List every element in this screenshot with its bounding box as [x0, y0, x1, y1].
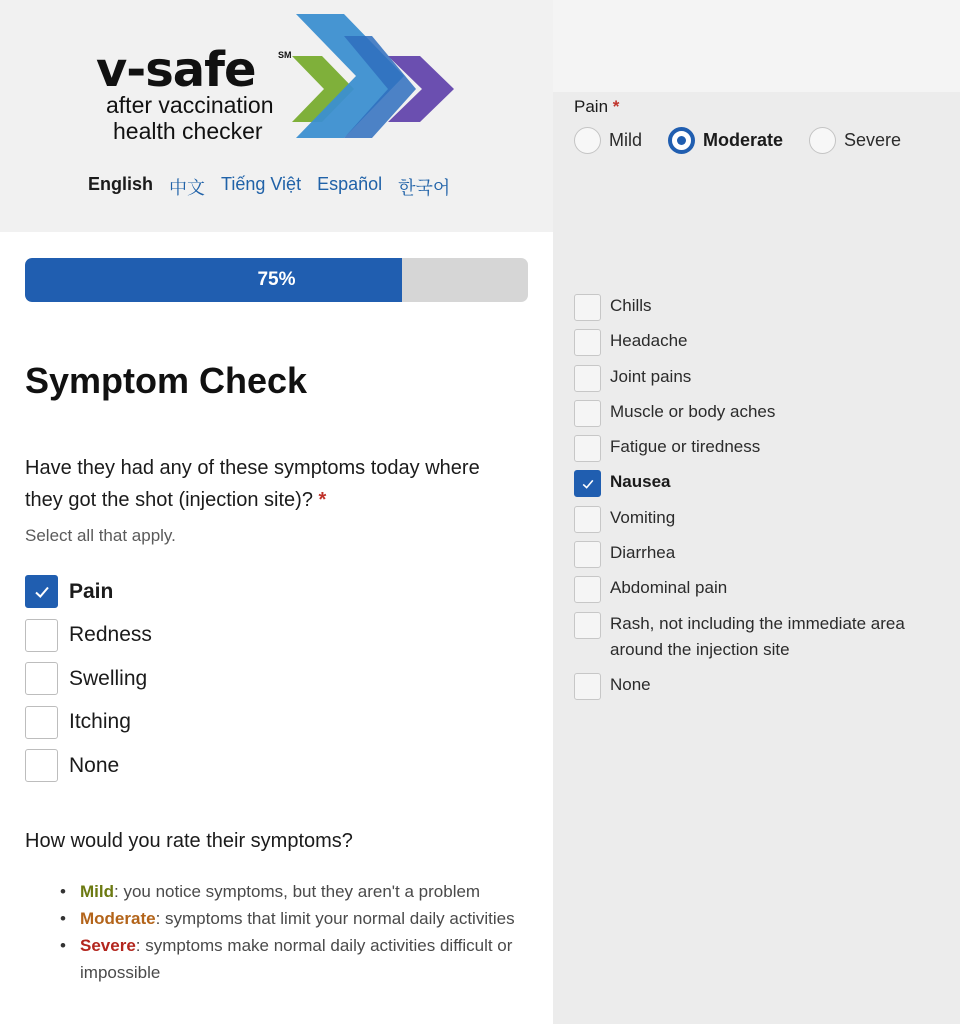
option-label: Vomiting — [610, 507, 676, 527]
progress-label: 75% — [257, 269, 296, 290]
option-label: Rash, not including the immediate area around the injection site — [610, 613, 905, 659]
option-label: Fatigue or tiredness — [610, 437, 761, 457]
language-link-vietnamese[interactable]: Tiếng Việt — [221, 174, 302, 194]
severity-term-severe: Severe — [80, 936, 136, 955]
option-muscle-aches[interactable] — [574, 399, 930, 434]
severity-term-moderate: Moderate — [80, 909, 156, 928]
logo-wordmark: v-safe — [96, 42, 256, 98]
option-rash[interactable] — [574, 611, 930, 672]
checkbox-redness[interactable] — [25, 619, 58, 652]
radio-option-severe[interactable] — [809, 127, 901, 154]
option-label: Nausea — [610, 472, 671, 492]
option-label: None — [610, 674, 651, 694]
progress-bar — [25, 258, 528, 302]
option-diarrhea[interactable] — [574, 540, 930, 575]
option-redness[interactable] — [25, 614, 152, 658]
option-none-systemic[interactable] — [574, 672, 930, 707]
option-swelling[interactable] — [25, 657, 152, 701]
checkbox-swelling[interactable] — [25, 662, 58, 695]
checkbox-abdominal-pain[interactable] — [574, 576, 601, 603]
radio-label: Severe — [844, 130, 902, 150]
language-link-spanish[interactable]: Español — [317, 174, 383, 194]
severity-desc-severe: : symptoms make normal daily activities difficult or impossible — [80, 936, 513, 982]
checkbox-chills[interactable] — [574, 294, 601, 321]
checkmark-icon — [580, 476, 596, 492]
checkbox-joint-pains[interactable] — [574, 365, 601, 392]
option-vomiting[interactable] — [574, 505, 930, 540]
page-title: Symptom Check — [25, 360, 308, 401]
radio-option-moderate[interactable] — [668, 127, 783, 154]
pain-rating-radio-group — [574, 127, 927, 154]
pain-rating-label-text: Pain — [574, 97, 609, 116]
option-itching[interactable] — [25, 701, 152, 745]
injection-site-question-text: Have they had any of these symptoms today where they got the shot (injection site)? — [25, 457, 480, 511]
logo-tagline-line2: health checker — [113, 118, 263, 144]
survey-content — [0, 232, 553, 1024]
severity-definition-moderate — [60, 905, 530, 932]
pain-rating-label — [574, 97, 619, 117]
radio-label: Moderate — [703, 130, 784, 150]
checkbox-nausea[interactable] — [574, 470, 601, 497]
severity-definitions — [60, 878, 530, 986]
injection-site-question — [25, 452, 505, 516]
required-marker: * — [612, 97, 620, 116]
survey-panel-right — [553, 0, 960, 1024]
option-label: Pain — [69, 579, 114, 603]
radio-option-mild[interactable] — [574, 127, 642, 154]
language-current: English — [88, 174, 154, 194]
injection-site-options — [25, 570, 152, 788]
option-none[interactable] — [25, 744, 152, 788]
checkbox-headache[interactable] — [574, 329, 601, 356]
radio-label: Mild — [609, 130, 643, 150]
option-label: Swelling — [69, 666, 148, 690]
page-header — [0, 0, 553, 232]
option-chills[interactable] — [574, 293, 930, 328]
option-abdominal-pain[interactable] — [574, 575, 930, 610]
logo-service-mark: SM — [278, 50, 292, 60]
language-link-chinese[interactable]: 中文 — [169, 178, 206, 198]
checkbox-fatigue[interactable] — [574, 435, 601, 462]
checkbox-diarrhea[interactable] — [574, 541, 601, 568]
checkbox-none-systemic[interactable] — [574, 673, 601, 700]
option-pain[interactable] — [25, 570, 152, 614]
radio-severe[interactable] — [809, 127, 836, 154]
option-fatigue[interactable] — [574, 434, 930, 469]
severity-desc-mild: : you notice symptoms, but they aren't a problem — [114, 882, 481, 901]
language-link-korean[interactable]: 한국어 — [398, 178, 451, 198]
severity-definition-mild — [60, 878, 530, 905]
checkbox-none[interactable] — [25, 749, 58, 782]
option-label: None — [69, 753, 120, 777]
checkmark-icon — [32, 582, 52, 602]
logo-tagline-line1: after vaccination — [106, 92, 274, 118]
right-header-band — [553, 0, 960, 92]
select-all-hint: Select all that apply. — [25, 526, 176, 545]
checkbox-rash[interactable] — [574, 612, 601, 639]
radio-mild[interactable] — [574, 127, 601, 154]
checkbox-itching[interactable] — [25, 706, 58, 739]
option-label: Joint pains — [610, 366, 692, 386]
systemic-symptom-options — [574, 293, 930, 707]
rating-question: How would you rate their symptoms? — [25, 830, 353, 852]
severity-definition-severe — [60, 932, 530, 986]
severity-term-mild: Mild — [80, 882, 114, 901]
vsafe-logo — [96, 14, 466, 154]
option-label: Diarrhea — [610, 543, 676, 563]
option-label: Itching — [69, 710, 131, 734]
option-label: Headache — [610, 331, 688, 351]
option-label: Redness — [69, 623, 152, 647]
required-marker: * — [318, 489, 327, 511]
severity-desc-moderate: : symptoms that limit your normal daily activities — [155, 909, 515, 928]
checkbox-pain[interactable] — [25, 575, 58, 608]
option-label: Chills — [610, 296, 652, 315]
option-joint-pains[interactable] — [574, 364, 930, 399]
logo-chevrons-icon — [292, 14, 462, 144]
option-headache[interactable] — [574, 328, 930, 363]
checkbox-muscle-aches[interactable] — [574, 400, 601, 427]
option-nausea[interactable] — [574, 469, 930, 504]
language-selector — [88, 174, 450, 200]
option-label: Abdominal pain — [610, 578, 728, 598]
option-label: Muscle or body aches — [610, 401, 776, 421]
radio-moderate[interactable] — [668, 127, 695, 154]
checkbox-vomiting[interactable] — [574, 506, 601, 533]
